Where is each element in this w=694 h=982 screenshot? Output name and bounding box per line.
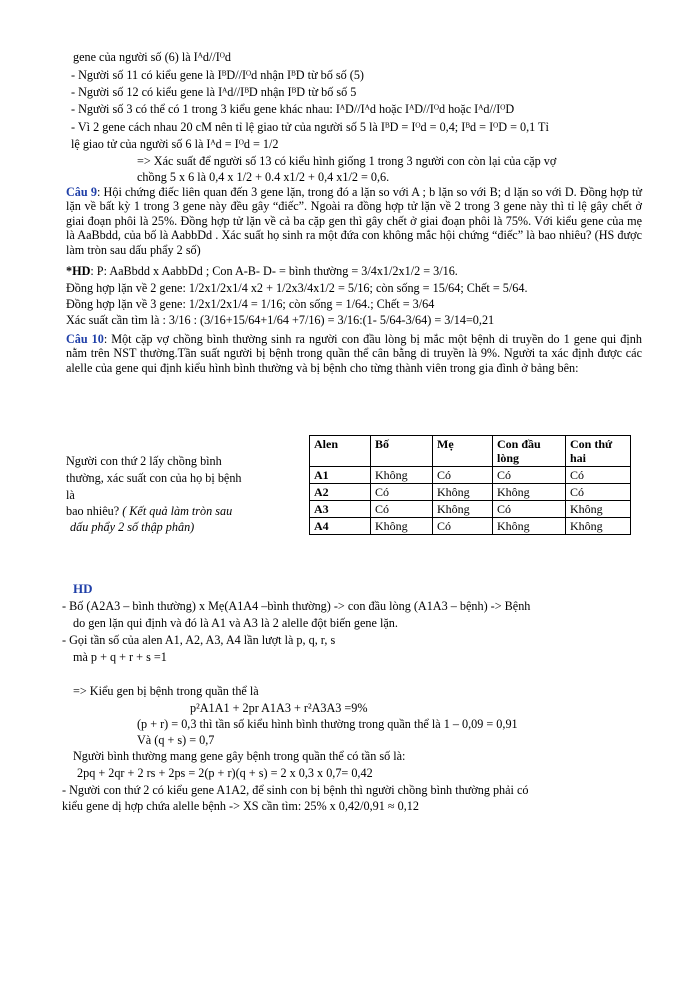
table-header-row	[310, 436, 631, 467]
table-cell: Không	[433, 501, 493, 518]
solution-title: HD	[73, 581, 93, 596]
table-cell: Có	[566, 484, 631, 501]
table-row	[310, 501, 631, 518]
question-10	[66, 332, 642, 375]
side-question: bao nhiêu?	[66, 504, 123, 518]
side-note: ( Kết quả làm tròn sau	[122, 504, 233, 518]
question-9-text: : Hội chứng điếc liên quan đến 3 gene lặn, trong đó a lặn so với A ; b lặn so với B; d lặn so với D. Đồng hợp tử lặn về bất kỳ 1 trong 3 gene này đều gây “điếc”. Ngoài ra đồng hợp tử lặn về 2 trong 3 gene này thì tỉ lệ gây chết ở giai đoạn phôi là 25%. Đồng hợp tử lặn về cả ba cặp gen thì gây chết ở giai đoạn phôi là 75%. Với kiểu gene của mẹ là AaBbdd, của bố là AabbDd . Xác suất họ sinh ra một đứa con không mắc hội chứng “điếc” là bao nhiêu? (HS được làm tròn sau dấu phẩy 2 số)	[66, 185, 642, 257]
table-header: Mẹ	[433, 436, 493, 467]
text-line: kiểu gene dị hợp chứa alelle bệnh -> XS cần tìm: 25% x 0,42/0,91 ≈ 0,12	[62, 799, 419, 813]
hd-9-line	[66, 264, 458, 278]
table-cell: A1	[310, 467, 371, 484]
table-row	[310, 518, 631, 535]
side-note: dấu phẩy 2 số thập phân)	[70, 520, 195, 534]
text-line: (p + r) = 0,3 thì tần số kiểu hình bình thường trong quần thể là 1 – 0,09 = 0,91	[137, 717, 518, 731]
text-line: - Người số 11 có kiểu gene là IᴮD//Iᴼd nhận IᴮD từ bố số (5)	[71, 68, 364, 82]
table-cell: Có	[433, 467, 493, 484]
table-cell: Có	[493, 467, 566, 484]
table-cell: Không	[371, 467, 433, 484]
table-header: Alen	[310, 436, 371, 467]
text-line: chồng 5 x 6 là 0,4 x 1/2 + 0.4 x1/2 + 0,4 x1/2 = 0,6.	[137, 170, 390, 184]
table-cell: Không	[433, 484, 493, 501]
table-cell: A4	[310, 518, 371, 535]
text-line: p²A1A1 + 2pr A1A3 + r²A3A3 =9%	[190, 701, 368, 715]
text-line: - Người số 3 có thể có 1 trong 3 kiểu gene khác nhau: IᴬD//Iᴬd hoặc IᴬD//Iᴼd hoặc Iᴬd//IᴼD	[71, 102, 515, 116]
text-line: Đồng hợp lặn về 3 gene: 1/2x1/2x1/4 = 1/16; còn sống = 1/64.; Chết = 3/64	[66, 297, 435, 311]
table-cell: Không	[493, 518, 566, 535]
table-cell: Có	[371, 501, 433, 518]
text-line: - Gọi tần số của alen A1, A2, A3, A4 lần lượt là p, q, r, s	[62, 633, 336, 647]
table-row	[310, 484, 631, 501]
text-line: Người con thứ 2 lấy chồng bình	[66, 454, 222, 468]
table-cell: Không	[371, 518, 433, 535]
text-line: thường, xác suất con của họ bị bệnh	[66, 471, 242, 485]
text-line: Và (q + s) = 0,7	[137, 733, 215, 747]
text-line: gene của người số (6) là Iᴬd//Iᴼd	[73, 50, 231, 64]
table-cell: Có	[493, 501, 566, 518]
table-header: Bố	[371, 436, 433, 467]
allele-table	[309, 435, 631, 535]
table-cell: Có	[566, 467, 631, 484]
text-line: lệ giao tử của người số 6 là Iᴬd = Iᴼd = 1/2	[71, 137, 279, 151]
question-9-label: Câu 9	[66, 185, 97, 199]
text-line: Xác suất cần tìm là : 3/16 : (3/16+15/64+1/64 +7/16) = 3/16:(1- 5/64-3/64) = 3/14=0,21	[66, 313, 495, 327]
question-10-label: Câu 10	[66, 332, 104, 346]
text-line: - Người số 12 có kiểu gene là Iᴬd//IᴮD nhận IᴮD từ bố số 5	[71, 85, 357, 99]
question-10-text: : Một cặp vợ chồng bình thường sinh ra người con đầu lòng bị mắc một bệnh di truyền do 1 gene qui định nằm trên NST thường.Tần suất người bị bệnh trong quần thể cân bằng di truyền là 9%. Người ta xác định được các alelle của gene qui định kiểu hình bình thường và bị bệnh cho từng thành viên trong gia đình ở bảng bên:	[66, 332, 642, 375]
table-cell: Không	[493, 484, 566, 501]
table-header: Con thứ hai	[566, 436, 631, 467]
table-cell: Không	[566, 518, 631, 535]
text-line: mà p + q + r + s =1	[73, 650, 167, 664]
table-cell: Có	[371, 484, 433, 501]
table-header: Con đầu lòng	[493, 436, 566, 467]
hd-9-text: : P: AaBbdd x AabbDd ; Con A-B- D- = bình thường = 3/4x1/2x1/2 = 3/16.	[90, 264, 458, 278]
table-cell: A3	[310, 501, 371, 518]
text-line	[66, 504, 232, 518]
text-line: - Người con thứ 2 có kiểu gene A1A2, để sinh con bị bệnh thì người chồng bình thường phải có	[62, 783, 529, 797]
text-line: Người bình thường mang gene gây bệnh trong quần thể có tần số là:	[73, 749, 406, 763]
text-line: - Vì 2 gene cách nhau 20 cM nên tỉ lệ giao tử của người số 5 là IᴮD = Iᴼd = 0,4; Iᴮd = IᴼD = 0,1 Tỉ	[71, 120, 549, 134]
text-line: - Bố (A2A3 – bình thường) x Mẹ(A1A4 –bình thường) -> con đầu lòng (A1A3 – bệnh) -> Bệnh	[62, 599, 531, 613]
table-cell: A2	[310, 484, 371, 501]
question-9	[66, 185, 642, 257]
text-line: => Xác suất để người số 13 có kiểu hình giống 1 trong 3 người con còn lại của cặp vợ	[137, 154, 557, 168]
text-line: 2pq + 2qr + 2 rs + 2ps = 2(p + r)(q + s) = 2 x 0,3 x 0,7= 0,42	[77, 766, 373, 780]
text-line: Đồng hợp lặn về 2 gene: 1/2x1/2x1/4 x2 + 1/2x3/4x1/2 = 5/16; còn sống = 15/64; Chết = 5/64.	[66, 281, 528, 295]
table-row	[310, 467, 631, 484]
table-cell: Không	[566, 501, 631, 518]
text-line: do gen lặn qui định và đó là A1 và A3 là 2 alelle đột biến gene lặn.	[73, 616, 398, 630]
text-line: => Kiểu gen bị bệnh trong quần thể là	[73, 684, 259, 698]
hd-9-label: *HD	[66, 264, 91, 278]
table-cell: Có	[433, 518, 493, 535]
text-line: là	[66, 488, 75, 502]
